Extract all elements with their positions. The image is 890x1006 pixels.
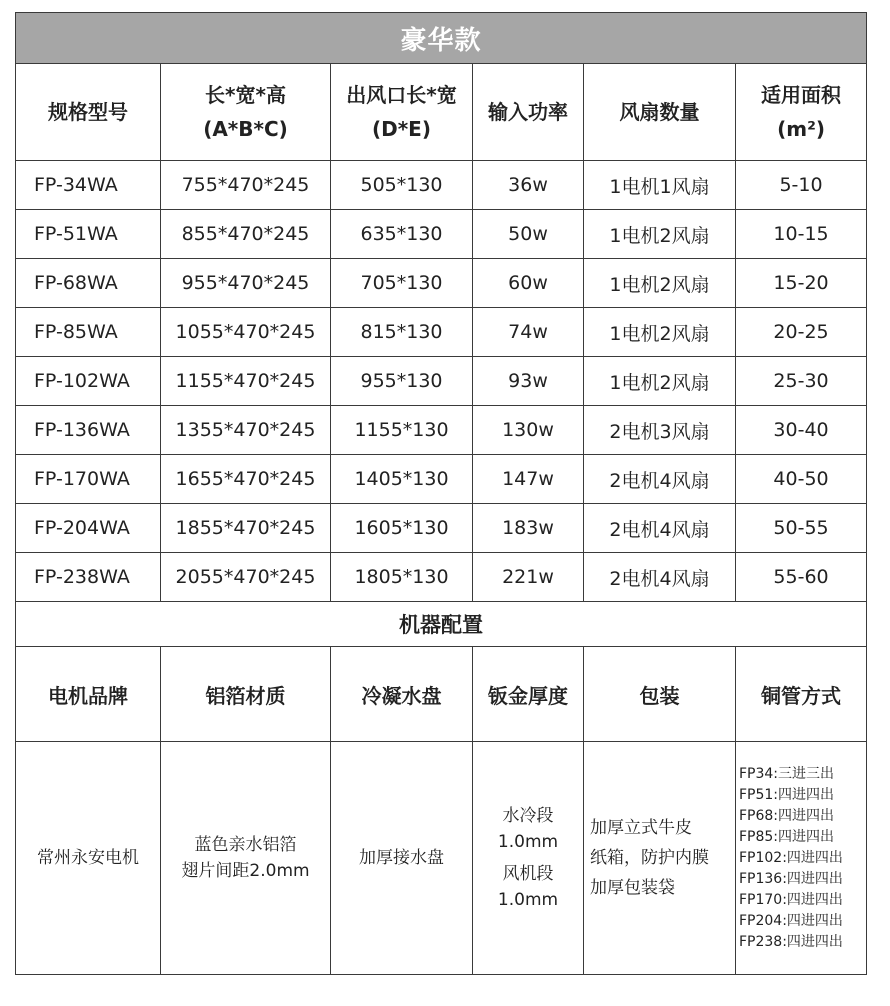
- cell-outlet: 635*130: [331, 210, 473, 259]
- cell-model: FP-136WA: [16, 406, 161, 455]
- cell-dimensions: 2055*470*245: [161, 553, 331, 602]
- cell-model: FP-204WA: [16, 504, 161, 553]
- cell-dimensions: 955*470*245: [161, 259, 331, 308]
- cell-dimensions: 855*470*245: [161, 210, 331, 259]
- cell-power: 147w: [473, 455, 584, 504]
- cell-fans: 2电机4风扇: [584, 504, 736, 553]
- table-row: [16, 406, 867, 455]
- cell-fans: 1电机1风扇: [584, 161, 736, 210]
- cell-dimensions: 1855*470*245: [161, 504, 331, 553]
- table-row: [16, 259, 867, 308]
- cell-area: 25-30: [736, 357, 867, 406]
- cell-area: 10-15: [736, 210, 867, 259]
- header-model: 规格型号: [16, 64, 161, 161]
- cell-model: FP-85WA: [16, 308, 161, 357]
- header-copper-pipe: 铜管方式: [736, 647, 867, 742]
- cell-area: 50-55: [736, 504, 867, 553]
- cell-area: 15-20: [736, 259, 867, 308]
- cell-outlet: 705*130: [331, 259, 473, 308]
- header-drain-pan: 冷凝水盘: [331, 647, 473, 742]
- cell-sheet-thickness: 水冷段 1.0mm 风机段 1.0mm: [473, 742, 584, 975]
- cell-area: 55-60: [736, 553, 867, 602]
- cell-power: 183w: [473, 504, 584, 553]
- header-packing: 包装: [584, 647, 736, 742]
- cell-outlet: 815*130: [331, 308, 473, 357]
- title-row: [16, 13, 867, 64]
- header-dimensions: 长*宽*高 (A*B*C): [161, 64, 331, 161]
- header-fans: 风扇数量: [584, 64, 736, 161]
- table-row: [16, 357, 867, 406]
- config-section-row: [16, 602, 867, 647]
- cell-dimensions: 1155*470*245: [161, 357, 331, 406]
- cell-area: 30-40: [736, 406, 867, 455]
- cell-model: FP-238WA: [16, 553, 161, 602]
- cell-foil-material: 蓝色亲水铝箔 翅片间距2.0mm: [161, 742, 331, 975]
- header-area: 适用面积 (m²): [736, 64, 867, 161]
- cell-area: 20-25: [736, 308, 867, 357]
- cell-fans: 1电机2风扇: [584, 357, 736, 406]
- spec-header-row: [16, 64, 867, 161]
- config-title: 机器配置: [16, 602, 867, 647]
- cell-drain-pan: 加厚接水盘: [331, 742, 473, 975]
- table-row: [16, 455, 867, 504]
- cell-model: FP-170WA: [16, 455, 161, 504]
- header-outlet: 出风口长*宽 (D*E): [331, 64, 473, 161]
- cell-fans: 2电机4风扇: [584, 455, 736, 504]
- cell-outlet: 505*130: [331, 161, 473, 210]
- cell-area: 40-50: [736, 455, 867, 504]
- cell-outlet: 1805*130: [331, 553, 473, 602]
- product-spec-table: [15, 12, 867, 975]
- cell-outlet: 1155*130: [331, 406, 473, 455]
- table-row: [16, 504, 867, 553]
- cell-fans: 1电机2风扇: [584, 259, 736, 308]
- cell-outlet: 1605*130: [331, 504, 473, 553]
- cell-model: FP-68WA: [16, 259, 161, 308]
- cell-power: 36w: [473, 161, 584, 210]
- cell-fans: 1电机2风扇: [584, 210, 736, 259]
- cell-dimensions: 1655*470*245: [161, 455, 331, 504]
- table-title: 豪华款: [16, 13, 867, 64]
- cell-power: 74w: [473, 308, 584, 357]
- cell-copper-pipe: FP34:三进三出 FP51:四进四出 FP68:四进四出 FP85:四进四出 FP102:四进四出 FP136:四进四出 FP170:四进四出 FP204:四进四出 FP238:四进四出: [736, 742, 867, 975]
- cell-fans: 1电机2风扇: [584, 308, 736, 357]
- config-header-row: [16, 647, 867, 742]
- config-row: [16, 742, 867, 975]
- cell-model: FP-51WA: [16, 210, 161, 259]
- cell-dimensions: 1055*470*245: [161, 308, 331, 357]
- cell-power: 130w: [473, 406, 584, 455]
- cell-power: 93w: [473, 357, 584, 406]
- cell-model: FP-34WA: [16, 161, 161, 210]
- table-row: [16, 553, 867, 602]
- header-power: 输入功率: [473, 64, 584, 161]
- header-foil-material: 铝箔材质: [161, 647, 331, 742]
- header-sheet-thickness: 钣金厚度: [473, 647, 584, 742]
- cell-power: 60w: [473, 259, 584, 308]
- header-motor-brand: 电机品牌: [16, 647, 161, 742]
- table-row: [16, 210, 867, 259]
- cell-outlet: 1405*130: [331, 455, 473, 504]
- cell-dimensions: 755*470*245: [161, 161, 331, 210]
- cell-packing: 加厚立式牛皮 纸箱，防护内膜 加厚包装袋: [584, 742, 736, 975]
- cell-dimensions: 1355*470*245: [161, 406, 331, 455]
- cell-fans: 2电机4风扇: [584, 553, 736, 602]
- cell-area: 5-10: [736, 161, 867, 210]
- table-row: [16, 308, 867, 357]
- cell-fans: 2电机3风扇: [584, 406, 736, 455]
- table-row: [16, 161, 867, 210]
- cell-power: 221w: [473, 553, 584, 602]
- cell-outlet: 955*130: [331, 357, 473, 406]
- cell-power: 50w: [473, 210, 584, 259]
- cell-model: FP-102WA: [16, 357, 161, 406]
- cell-motor-brand: 常州永安电机: [16, 742, 161, 975]
